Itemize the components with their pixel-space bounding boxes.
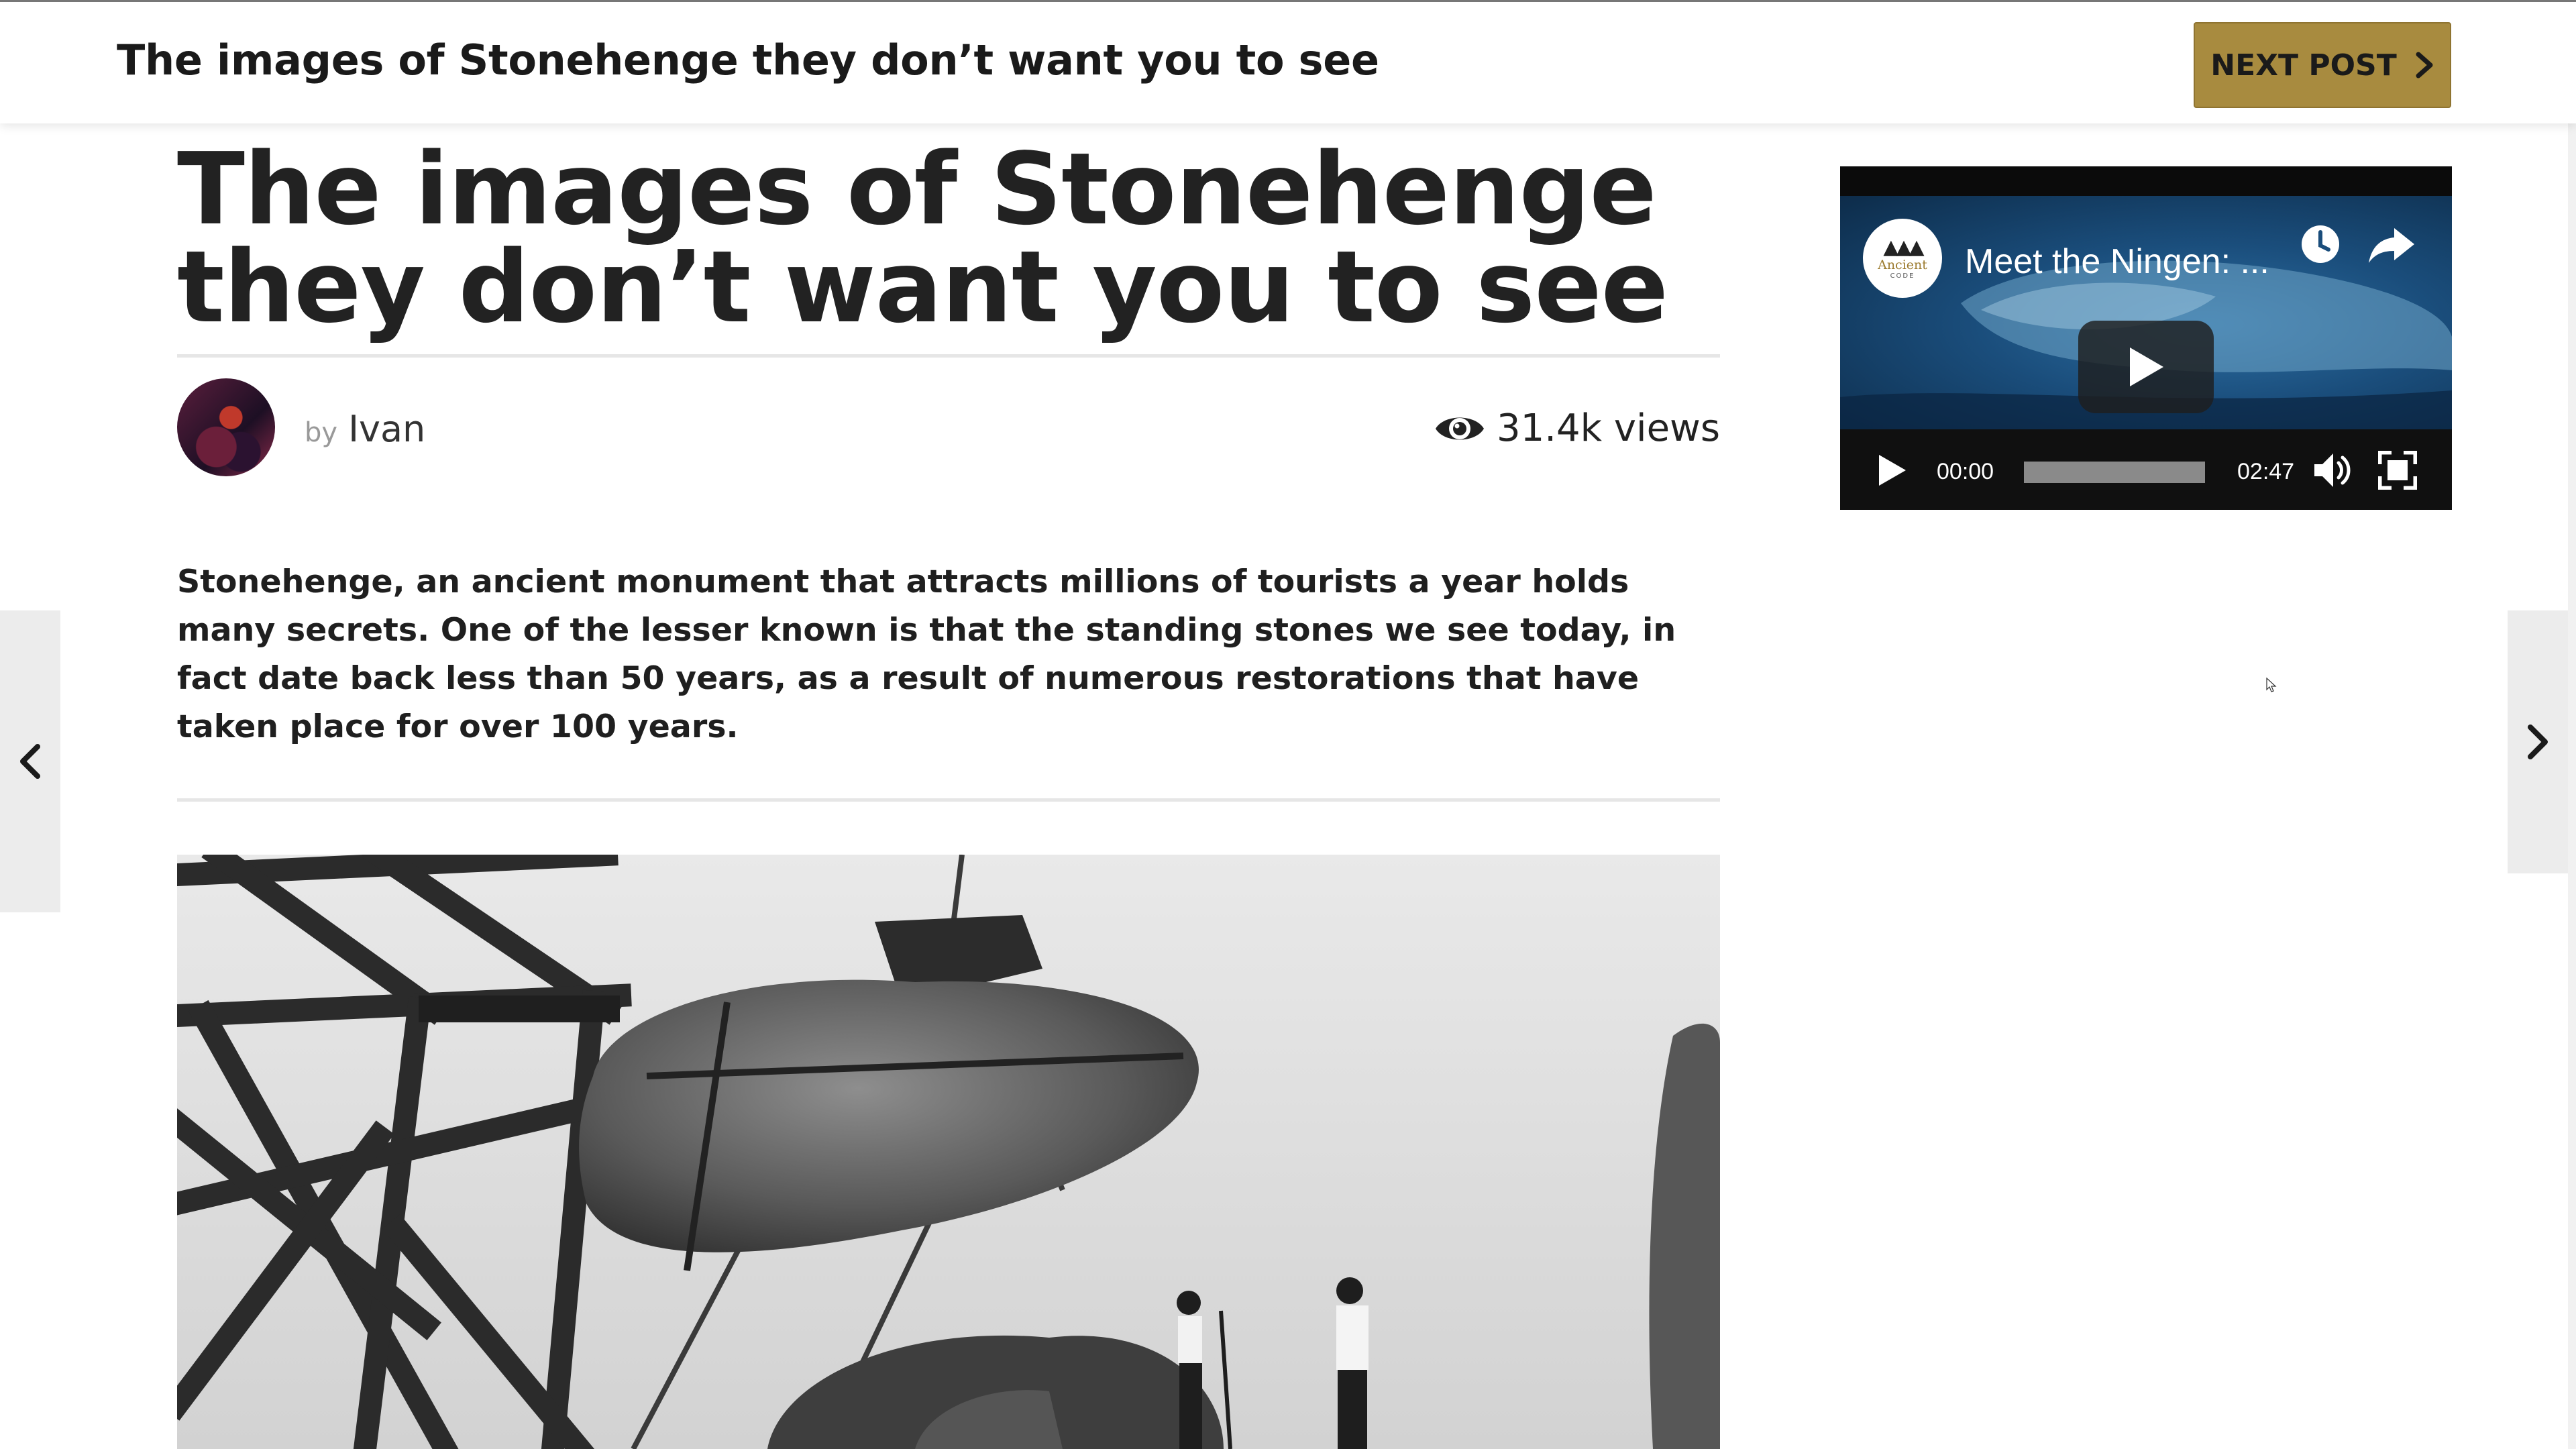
sticky-post-title: The images of Stonehenge they don’t want you to see <box>117 36 1379 85</box>
video-player[interactable] <box>1840 166 2452 510</box>
next-post-button[interactable] <box>2194 22 2451 108</box>
post-meta <box>177 378 1720 479</box>
views-text: 31.4k views <box>1496 407 1720 450</box>
avatar[interactable] <box>177 378 275 476</box>
chevron-right-icon <box>2414 52 2434 78</box>
by-label: by <box>305 417 338 448</box>
video-title[interactable]: Meet the Ningen: ... <box>1965 242 2269 281</box>
photo-illustration <box>177 855 1720 1449</box>
video-thumbnail[interactable] <box>1840 196 2452 429</box>
author-link[interactable]: Ivan <box>348 408 426 450</box>
channel-logo-sub: CODE <box>1890 272 1915 280</box>
channel-logo-text: Ancient <box>1878 257 1927 272</box>
video-controls <box>1840 429 2452 510</box>
next-post-label: NEXT POST <box>2210 48 2397 83</box>
duration: 02:47 <box>2237 459 2295 484</box>
stonehenge-restoration-photo <box>177 855 1720 1449</box>
big-play-button[interactable] <box>2078 321 2214 413</box>
fullscreen-icon[interactable] <box>2378 451 2417 490</box>
volume-icon[interactable] <box>2313 451 2355 490</box>
view-count <box>1434 407 1720 450</box>
byline <box>305 408 425 450</box>
divider <box>177 354 1720 358</box>
next-article-button[interactable] <box>2508 610 2568 873</box>
eye-icon <box>1434 410 1486 447</box>
post-title: The images of Stonehenge they don’t want you to see <box>177 131 1668 345</box>
play-icon <box>2127 346 2165 388</box>
clock-icon[interactable] <box>2299 223 2342 266</box>
channel-logo[interactable] <box>1863 219 1942 298</box>
sticky-header <box>0 0 2576 123</box>
article-intro: Stonehenge, an ancient monument that attracts millions of tourists a year holds many secrets. One of the lesser known is that the standing stones we see today, in fact date back less than 50 years, as a result of numerous restorations that have taken place for over 100 years. <box>177 564 1676 745</box>
previous-article-button[interactable] <box>0 610 60 912</box>
chevron-left-icon <box>19 744 42 779</box>
play-icon[interactable] <box>1878 453 1907 487</box>
chevron-right-icon <box>2526 724 2549 759</box>
page-scrollbar[interactable] <box>2568 0 2576 1449</box>
pyramids-icon: ▲▲▲ <box>1883 235 1922 259</box>
mouse-cursor-icon <box>2266 678 2277 692</box>
seek-bar[interactable] <box>2024 462 2205 483</box>
current-time: 00:00 <box>1937 459 1994 484</box>
share-icon[interactable] <box>2367 224 2416 266</box>
divider <box>177 798 1720 802</box>
